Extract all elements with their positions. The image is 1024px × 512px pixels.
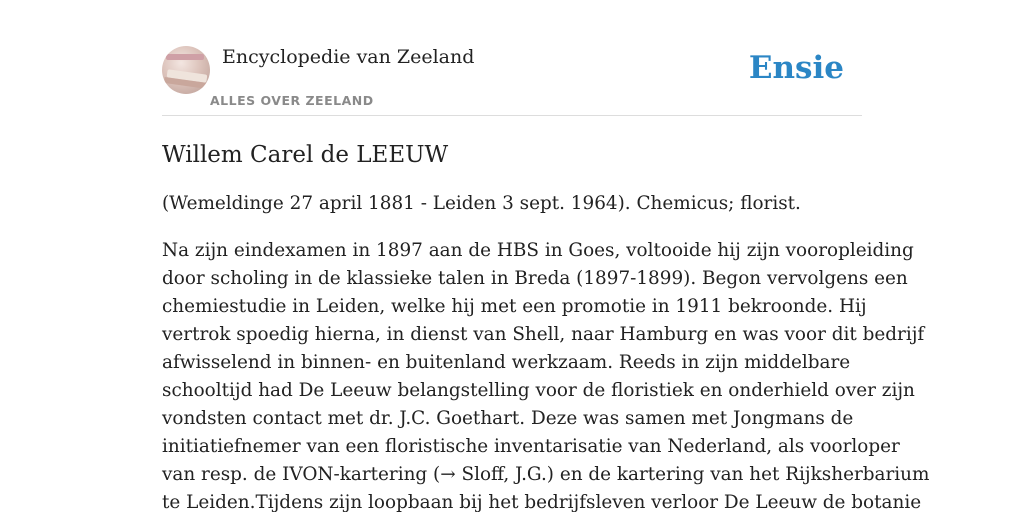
avatar-shelf bbox=[166, 54, 204, 60]
article-body-line: Na zijn eindexamen in 1897 aan de HBS in Goes, voltooide hij zijn vooropleiding bbox=[162, 240, 914, 261]
article-title: Willem Carel de LEEUW bbox=[162, 142, 449, 168]
site-title[interactable]: Encyclopedie van Zeeland bbox=[222, 46, 475, 68]
site-header bbox=[162, 46, 862, 116]
article-body-line: initiatiefnemer van een floristische inventarisatie van Nederland, als voorloper bbox=[162, 436, 900, 457]
header-divider bbox=[162, 115, 862, 116]
article-body-line: afwisselend in binnen- en buitenland werkzaam. Reeds in zijn middelbare bbox=[162, 352, 851, 373]
site-avatar[interactable] bbox=[162, 46, 210, 94]
site-tagline: ALLES OVER ZEELAND bbox=[210, 93, 374, 108]
article-body-line: van resp. de IVON-kartering (→ Sloff, J.G.) en de kartering van het Rijksherbarium bbox=[162, 464, 930, 485]
article-body-line: vondsten contact met dr. J.C. Goethart. Deze was samen met Jongmans de bbox=[162, 408, 854, 429]
article-body-line: schooltijd had De Leeuw belangstelling voor de floristiek en onderhield over zijn bbox=[162, 380, 915, 401]
article bbox=[162, 139, 930, 512]
article-body-line: door scholing in de klassieke talen in Breda (1897-1899). Begon vervolgens een bbox=[162, 268, 908, 289]
article-body-line: vertrok spoedig hierna, in dienst van Shell, naar Hamburg en was voor dit bedrijf bbox=[162, 324, 925, 345]
article-lede: (Wemeldinge 27 april 1881 - Leiden 3 sept. 1964). Chemicus; florist. bbox=[162, 193, 801, 214]
article-body-line: te Leiden.Tijdens zijn loopbaan bij het bedrijfsleven verloor De Leeuw de botanie bbox=[162, 492, 922, 512]
article-body bbox=[162, 237, 930, 512]
ensie-logo-link[interactable]: Ensie bbox=[748, 50, 844, 86]
article-body-line: chemiestudie in Leiden, welke hij met een promotie in 1911 bekroonde. Hij bbox=[162, 296, 867, 317]
